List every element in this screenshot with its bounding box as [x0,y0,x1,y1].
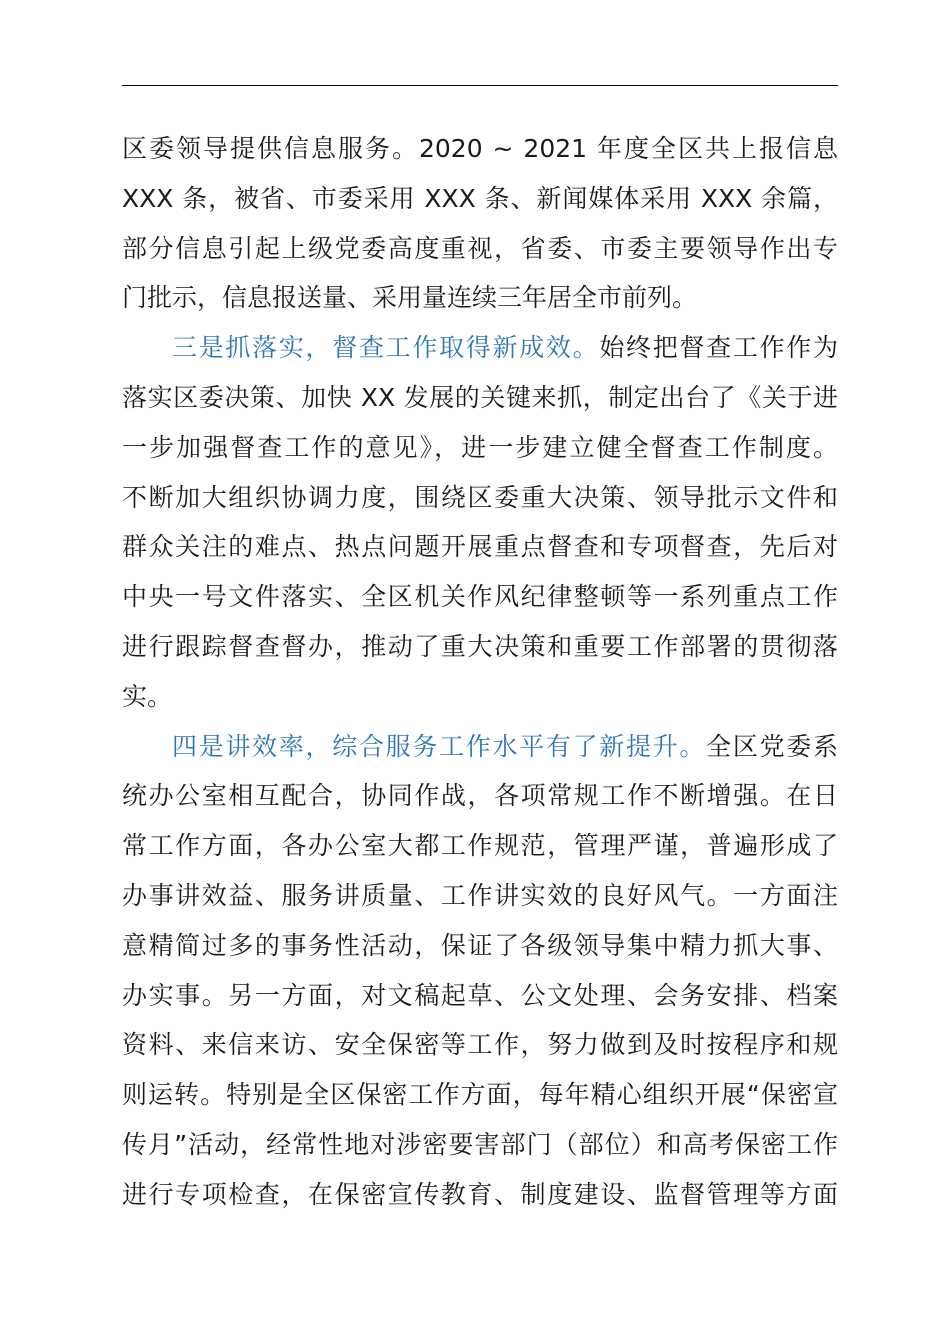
section-heading: 四是讲效率，综合服务工作水平有了新提升。 [172,731,707,761]
paragraph-first-line [122,722,838,772]
paragraph-line: 落实区委决策、加快 XX 发展的关键来抓，制定出台了《关于进 [122,382,838,412]
paragraph-line: 办实事。另一方面，对文稿起草、公文处理、会务安排、档案 [122,980,838,1010]
paragraph-line: 进行跟踪督查督办，推动了重大决策和重要工作部署的贯彻落 [122,631,838,661]
paragraph-1 [122,124,838,323]
paragraph-text: 始终把督查工作作为 [599,333,838,363]
paragraph-line: 部分信息引起上级党委高度重视，省委、市委主要领导作出专 [122,233,838,263]
paragraph-text: 全区党委系 [706,731,838,761]
paragraph-line: 实。 [122,681,173,711]
paragraph-line: 传月”活动，经常性地对涉密要害部门（部位）和高考保密工作 [122,1129,838,1159]
paragraph-line: 门批示，信息报送量、采用量连续三年居全市前列。 [122,283,698,313]
paragraph-line: 区委领导提供信息服务。2020 ~ 2021 年度全区共上报信息 [122,134,838,163]
paragraph-2 [122,323,838,721]
paragraph-line: 统办公室相互配合，协同作战，各项常规工作不断增强。在日 [122,781,838,811]
paragraph-line: XXX 条，被省、市委采用 XXX 条、新闻媒体采用 XXX 余篇， [122,183,838,213]
paragraph-line: 资料、来信来访、安全保密等工作，努力做到及时按程序和规 [122,1030,838,1060]
paragraph-3 [122,722,838,1220]
header-rule [122,85,838,86]
paragraph-line: 常工作方面，各办公室大都工作规范，管理严谨，普遍形成了 [122,831,838,861]
paragraph-line: 办事讲效益、服务讲质量、工作讲实效的良好风气。一方面注 [122,880,838,910]
paragraph-line: 群众关注的难点、热点问题开展重点督查和专项督查，先后对 [122,532,838,562]
paragraph-line: 意精简过多的事务性活动，保证了各级领导集中精力抓大事、 [122,930,838,960]
paragraph-line: 则运转。特别是全区保密工作方面，每年精心组织开展“保密宣 [122,1080,838,1110]
paragraph-first-line [122,323,838,373]
paragraph-line: 不断加大组织协调力度，围绕区委重大决策、领导批示文件和 [122,482,838,512]
section-heading: 三是抓落实，督查工作取得新成效。 [172,333,600,363]
paragraph-line: 进行专项检查，在保密宣传教育、制度建设、监督管理等方面 [122,1179,838,1209]
body-text [122,124,838,1220]
paragraph-line: 一步加强督查工作的意见》，进一步建立健全督查工作制度。 [122,432,838,462]
paragraph-line: 中央一号文件落实、全区机关作风纪律整顿等一系列重点工作 [122,582,838,612]
